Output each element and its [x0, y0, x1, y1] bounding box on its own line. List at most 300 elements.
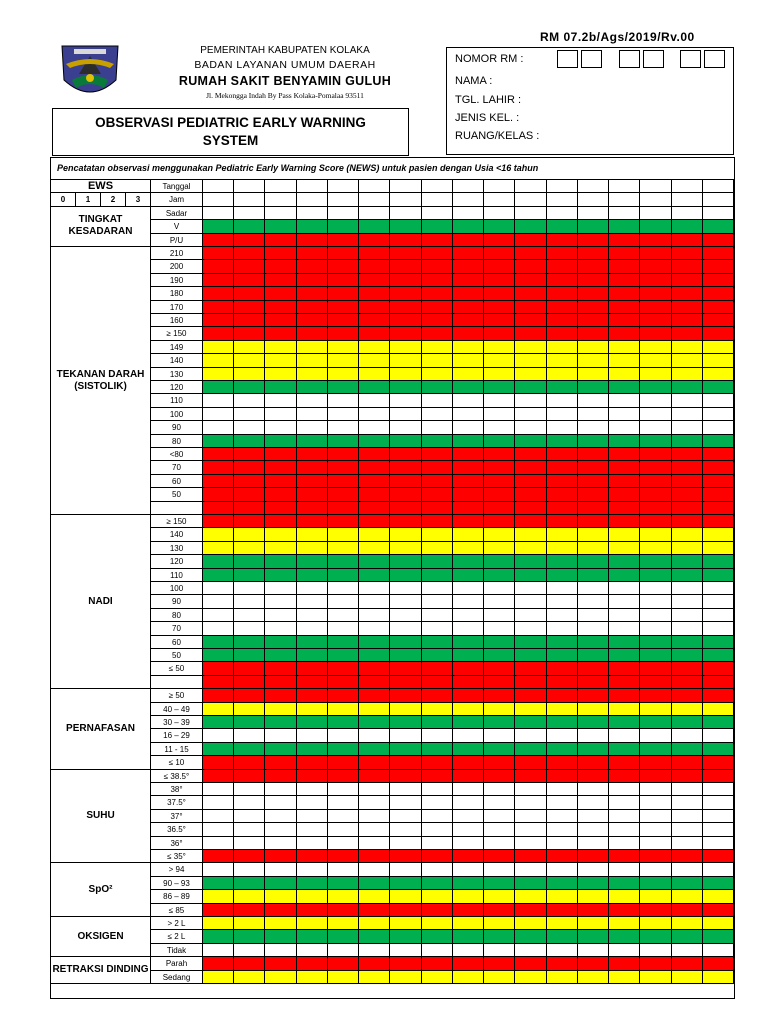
score-cell[interactable]	[203, 301, 234, 314]
score-cell[interactable]	[515, 689, 546, 702]
score-cell[interactable]	[422, 488, 453, 501]
score-cell[interactable]	[234, 327, 265, 340]
score-cell[interactable]	[515, 542, 546, 555]
score-cell[interactable]	[390, 810, 421, 823]
score-cell[interactable]	[234, 515, 265, 528]
score-cell[interactable]	[703, 609, 734, 622]
score-cell[interactable]	[703, 274, 734, 287]
score-cell[interactable]	[390, 314, 421, 327]
score-cell[interactable]	[234, 301, 265, 314]
score-cell[interactable]	[578, 595, 609, 608]
score-cell[interactable]	[640, 274, 671, 287]
score-cell[interactable]	[609, 569, 640, 582]
score-cell[interactable]	[265, 904, 296, 917]
score-cell[interactable]	[453, 555, 484, 568]
score-cell[interactable]	[640, 314, 671, 327]
score-cell[interactable]	[640, 475, 671, 488]
score-cell[interactable]	[640, 676, 671, 689]
score-cell[interactable]	[484, 863, 515, 876]
header-entry-cell[interactable]	[609, 193, 640, 206]
score-cell[interactable]	[703, 528, 734, 541]
header-entry-cell[interactable]	[234, 193, 265, 206]
score-cell[interactable]	[703, 408, 734, 421]
score-cell[interactable]	[297, 408, 328, 421]
score-cell[interactable]	[515, 555, 546, 568]
score-cell[interactable]	[515, 917, 546, 930]
score-cell[interactable]	[422, 917, 453, 930]
score-cell[interactable]	[328, 783, 359, 796]
score-cell[interactable]	[640, 461, 671, 474]
score-cell[interactable]	[703, 448, 734, 461]
score-cell[interactable]	[265, 689, 296, 702]
score-cell[interactable]	[672, 957, 703, 970]
score-cell[interactable]	[578, 971, 609, 984]
score-cell[interactable]	[297, 582, 328, 595]
score-cell[interactable]	[672, 435, 703, 448]
header-entry-cell[interactable]	[297, 180, 328, 193]
score-cell[interactable]	[203, 877, 234, 890]
score-cell[interactable]	[515, 394, 546, 407]
score-cell[interactable]	[297, 662, 328, 675]
score-cell[interactable]	[515, 971, 546, 984]
score-cell[interactable]	[609, 676, 640, 689]
score-cell[interactable]	[703, 756, 734, 769]
score-cell[interactable]	[703, 287, 734, 300]
score-cell[interactable]	[703, 314, 734, 327]
score-cell[interactable]	[515, 582, 546, 595]
score-cell[interactable]	[422, 622, 453, 635]
score-cell[interactable]	[703, 595, 734, 608]
score-cell[interactable]	[297, 676, 328, 689]
score-cell[interactable]	[234, 823, 265, 836]
score-cell[interactable]	[422, 368, 453, 381]
header-entry-cell[interactable]	[703, 193, 734, 206]
score-cell[interactable]	[453, 796, 484, 809]
score-cell[interactable]	[578, 354, 609, 367]
score-cell[interactable]	[672, 904, 703, 917]
score-cell[interactable]	[422, 796, 453, 809]
score-cell[interactable]	[390, 542, 421, 555]
score-cell[interactable]	[265, 622, 296, 635]
score-cell[interactable]	[234, 582, 265, 595]
score-cell[interactable]	[422, 435, 453, 448]
score-cell[interactable]	[422, 649, 453, 662]
score-cell[interactable]	[390, 569, 421, 582]
score-cell[interactable]	[359, 475, 390, 488]
score-cell[interactable]	[703, 649, 734, 662]
score-cell[interactable]	[390, 274, 421, 287]
score-cell[interactable]	[359, 582, 390, 595]
score-cell[interactable]	[703, 435, 734, 448]
score-cell[interactable]	[297, 743, 328, 756]
score-cell[interactable]	[359, 260, 390, 273]
score-cell[interactable]	[297, 247, 328, 260]
score-cell[interactable]	[672, 408, 703, 421]
score-cell[interactable]	[390, 622, 421, 635]
score-cell[interactable]	[484, 837, 515, 850]
header-entry-cell[interactable]	[203, 193, 234, 206]
score-cell[interactable]	[640, 890, 671, 903]
score-cell[interactable]	[359, 823, 390, 836]
score-cell[interactable]	[703, 783, 734, 796]
score-cell[interactable]	[359, 609, 390, 622]
score-cell[interactable]	[640, 756, 671, 769]
score-cell[interactable]	[453, 528, 484, 541]
score-cell[interactable]	[578, 609, 609, 622]
score-cell[interactable]	[265, 810, 296, 823]
score-cell[interactable]	[390, 743, 421, 756]
score-cell[interactable]	[672, 783, 703, 796]
score-cell[interactable]	[640, 662, 671, 675]
header-entry-cell[interactable]	[390, 193, 421, 206]
score-cell[interactable]	[234, 555, 265, 568]
score-cell[interactable]	[297, 354, 328, 367]
score-cell[interactable]	[609, 327, 640, 340]
score-cell[interactable]	[297, 515, 328, 528]
score-cell[interactable]	[484, 327, 515, 340]
score-cell[interactable]	[203, 555, 234, 568]
score-cell[interactable]	[703, 569, 734, 582]
score-cell[interactable]	[515, 274, 546, 287]
score-cell[interactable]	[547, 930, 578, 943]
score-cell[interactable]	[265, 837, 296, 850]
score-cell[interactable]	[390, 770, 421, 783]
score-cell[interactable]	[703, 247, 734, 260]
score-cell[interactable]	[609, 207, 640, 220]
score-cell[interactable]	[578, 890, 609, 903]
score-cell[interactable]	[578, 649, 609, 662]
score-cell[interactable]	[547, 274, 578, 287]
header-entry-cell[interactable]	[547, 193, 578, 206]
score-cell[interactable]	[640, 528, 671, 541]
score-cell[interactable]	[640, 421, 671, 434]
score-cell[interactable]	[234, 368, 265, 381]
score-cell[interactable]	[703, 368, 734, 381]
score-cell[interactable]	[578, 837, 609, 850]
score-cell[interactable]	[578, 287, 609, 300]
score-cell[interactable]	[359, 783, 390, 796]
score-cell[interactable]	[390, 917, 421, 930]
score-cell[interactable]	[390, 756, 421, 769]
score-cell[interactable]	[359, 729, 390, 742]
score-cell[interactable]	[640, 394, 671, 407]
score-cell[interactable]	[234, 220, 265, 233]
score-cell[interactable]	[265, 716, 296, 729]
score-cell[interactable]	[547, 783, 578, 796]
rm-digit-box[interactable]	[704, 50, 725, 68]
rm-digit-box[interactable]	[680, 50, 701, 68]
score-cell[interactable]	[422, 703, 453, 716]
score-cell[interactable]	[328, 971, 359, 984]
score-cell[interactable]	[390, 609, 421, 622]
score-cell[interactable]	[203, 274, 234, 287]
score-cell[interactable]	[390, 689, 421, 702]
score-cell[interactable]	[203, 488, 234, 501]
score-cell[interactable]	[484, 421, 515, 434]
score-cell[interactable]	[390, 863, 421, 876]
score-cell[interactable]	[390, 488, 421, 501]
score-cell[interactable]	[297, 703, 328, 716]
score-cell[interactable]	[640, 703, 671, 716]
score-cell[interactable]	[234, 930, 265, 943]
score-cell[interactable]	[609, 341, 640, 354]
header-entry-cell[interactable]	[484, 193, 515, 206]
score-cell[interactable]	[453, 877, 484, 890]
score-cell[interactable]	[453, 234, 484, 247]
score-cell[interactable]	[547, 207, 578, 220]
score-cell[interactable]	[328, 555, 359, 568]
score-cell[interactable]	[578, 729, 609, 742]
score-cell[interactable]	[234, 260, 265, 273]
score-cell[interactable]	[703, 341, 734, 354]
score-cell[interactable]	[672, 207, 703, 220]
score-cell[interactable]	[484, 488, 515, 501]
score-cell[interactable]	[422, 502, 453, 515]
header-entry-cell[interactable]	[453, 180, 484, 193]
header-entry-cell[interactable]	[422, 193, 453, 206]
rm-digit-box[interactable]	[643, 50, 664, 68]
score-cell[interactable]	[547, 729, 578, 742]
score-cell[interactable]	[234, 783, 265, 796]
score-cell[interactable]	[390, 421, 421, 434]
score-cell[interactable]	[484, 207, 515, 220]
score-cell[interactable]	[359, 341, 390, 354]
score-cell[interactable]	[203, 917, 234, 930]
score-cell[interactable]	[328, 595, 359, 608]
score-cell[interactable]	[203, 676, 234, 689]
score-cell[interactable]	[609, 381, 640, 394]
score-cell[interactable]	[578, 488, 609, 501]
score-cell[interactable]	[328, 904, 359, 917]
score-cell[interactable]	[703, 488, 734, 501]
score-cell[interactable]	[640, 636, 671, 649]
score-cell[interactable]	[640, 796, 671, 809]
score-cell[interactable]	[328, 327, 359, 340]
score-cell[interactable]	[265, 796, 296, 809]
score-cell[interactable]	[547, 917, 578, 930]
score-cell[interactable]	[703, 770, 734, 783]
score-cell[interactable]	[547, 408, 578, 421]
score-cell[interactable]	[297, 555, 328, 568]
score-cell[interactable]	[297, 971, 328, 984]
score-cell[interactable]	[234, 743, 265, 756]
score-cell[interactable]	[578, 823, 609, 836]
score-cell[interactable]	[703, 207, 734, 220]
score-cell[interactable]	[359, 515, 390, 528]
score-cell[interactable]	[703, 421, 734, 434]
score-cell[interactable]	[609, 930, 640, 943]
score-cell[interactable]	[297, 207, 328, 220]
score-cell[interactable]	[328, 569, 359, 582]
score-cell[interactable]	[640, 301, 671, 314]
score-cell[interactable]	[672, 622, 703, 635]
score-cell[interactable]	[578, 917, 609, 930]
score-cell[interactable]	[422, 930, 453, 943]
score-cell[interactable]	[672, 515, 703, 528]
score-cell[interactable]	[547, 863, 578, 876]
score-cell[interactable]	[515, 863, 546, 876]
score-cell[interactable]	[265, 595, 296, 608]
score-cell[interactable]	[515, 354, 546, 367]
score-cell[interactable]	[297, 649, 328, 662]
score-cell[interactable]	[328, 877, 359, 890]
score-cell[interactable]	[328, 823, 359, 836]
score-cell[interactable]	[265, 944, 296, 957]
score-cell[interactable]	[328, 247, 359, 260]
header-entry-cell[interactable]	[297, 193, 328, 206]
score-cell[interactable]	[453, 904, 484, 917]
score-cell[interactable]	[203, 823, 234, 836]
score-cell[interactable]	[265, 783, 296, 796]
score-cell[interactable]	[203, 863, 234, 876]
score-cell[interactable]	[640, 435, 671, 448]
score-cell[interactable]	[328, 850, 359, 863]
score-cell[interactable]	[453, 944, 484, 957]
score-cell[interactable]	[422, 770, 453, 783]
score-cell[interactable]	[703, 636, 734, 649]
score-cell[interactable]	[484, 689, 515, 702]
score-cell[interactable]	[515, 622, 546, 635]
score-cell[interactable]	[297, 435, 328, 448]
score-cell[interactable]	[297, 622, 328, 635]
score-cell[interactable]	[234, 636, 265, 649]
score-cell[interactable]	[672, 528, 703, 541]
score-cell[interactable]	[297, 783, 328, 796]
score-cell[interactable]	[578, 274, 609, 287]
score-cell[interactable]	[547, 595, 578, 608]
score-cell[interactable]	[453, 542, 484, 555]
score-cell[interactable]	[515, 676, 546, 689]
score-cell[interactable]	[703, 716, 734, 729]
score-cell[interactable]	[422, 234, 453, 247]
score-cell[interactable]	[672, 662, 703, 675]
score-cell[interactable]	[515, 207, 546, 220]
score-cell[interactable]	[390, 408, 421, 421]
score-cell[interactable]	[672, 703, 703, 716]
score-cell[interactable]	[703, 381, 734, 394]
score-cell[interactable]	[484, 662, 515, 675]
score-cell[interactable]	[328, 475, 359, 488]
score-cell[interactable]	[703, 220, 734, 233]
score-cell[interactable]	[547, 448, 578, 461]
header-entry-cell[interactable]	[390, 180, 421, 193]
score-cell[interactable]	[578, 368, 609, 381]
score-cell[interactable]	[609, 368, 640, 381]
score-cell[interactable]	[609, 448, 640, 461]
score-cell[interactable]	[703, 260, 734, 273]
score-cell[interactable]	[359, 287, 390, 300]
score-cell[interactable]	[422, 461, 453, 474]
score-cell[interactable]	[203, 569, 234, 582]
score-cell[interactable]	[484, 890, 515, 903]
score-cell[interactable]	[453, 716, 484, 729]
score-cell[interactable]	[297, 542, 328, 555]
header-entry-cell[interactable]	[515, 193, 546, 206]
score-cell[interactable]	[703, 971, 734, 984]
score-cell[interactable]	[672, 582, 703, 595]
score-cell[interactable]	[609, 743, 640, 756]
score-cell[interactable]	[672, 917, 703, 930]
score-cell[interactable]	[484, 528, 515, 541]
score-cell[interactable]	[234, 622, 265, 635]
score-cell[interactable]	[265, 301, 296, 314]
score-cell[interactable]	[359, 528, 390, 541]
score-cell[interactable]	[672, 234, 703, 247]
header-entry-cell[interactable]	[609, 180, 640, 193]
score-cell[interactable]	[359, 904, 390, 917]
score-cell[interactable]	[422, 220, 453, 233]
score-cell[interactable]	[640, 810, 671, 823]
score-cell[interactable]	[297, 274, 328, 287]
header-entry-cell[interactable]	[359, 180, 390, 193]
score-cell[interactable]	[515, 421, 546, 434]
score-cell[interactable]	[609, 475, 640, 488]
score-cell[interactable]	[609, 917, 640, 930]
score-cell[interactable]	[297, 461, 328, 474]
score-cell[interactable]	[297, 729, 328, 742]
score-cell[interactable]	[672, 743, 703, 756]
score-cell[interactable]	[328, 341, 359, 354]
score-cell[interactable]	[234, 837, 265, 850]
score-cell[interactable]	[547, 676, 578, 689]
score-cell[interactable]	[578, 770, 609, 783]
score-cell[interactable]	[328, 796, 359, 809]
score-cell[interactable]	[297, 850, 328, 863]
score-cell[interactable]	[359, 917, 390, 930]
score-cell[interactable]	[422, 957, 453, 970]
score-cell[interactable]	[422, 260, 453, 273]
score-cell[interactable]	[484, 260, 515, 273]
score-cell[interactable]	[265, 743, 296, 756]
score-cell[interactable]	[515, 327, 546, 340]
score-cell[interactable]	[640, 783, 671, 796]
score-cell[interactable]	[640, 863, 671, 876]
score-cell[interactable]	[640, 837, 671, 850]
score-cell[interactable]	[453, 435, 484, 448]
score-cell[interactable]	[453, 595, 484, 608]
score-cell[interactable]	[515, 595, 546, 608]
score-cell[interactable]	[703, 837, 734, 850]
score-cell[interactable]	[578, 622, 609, 635]
score-cell[interactable]	[265, 408, 296, 421]
score-cell[interactable]	[422, 448, 453, 461]
score-cell[interactable]	[359, 676, 390, 689]
score-cell[interactable]	[265, 917, 296, 930]
score-cell[interactable]	[265, 207, 296, 220]
score-cell[interactable]	[265, 247, 296, 260]
score-cell[interactable]	[672, 502, 703, 515]
score-cell[interactable]	[578, 381, 609, 394]
score-cell[interactable]	[703, 917, 734, 930]
score-cell[interactable]	[640, 649, 671, 662]
score-cell[interactable]	[640, 207, 671, 220]
score-cell[interactable]	[328, 287, 359, 300]
score-cell[interactable]	[703, 502, 734, 515]
score-cell[interactable]	[672, 595, 703, 608]
score-cell[interactable]	[609, 260, 640, 273]
score-cell[interactable]	[203, 327, 234, 340]
score-cell[interactable]	[234, 461, 265, 474]
score-cell[interactable]	[547, 582, 578, 595]
header-entry-cell[interactable]	[359, 193, 390, 206]
score-cell[interactable]	[484, 729, 515, 742]
score-cell[interactable]	[453, 247, 484, 260]
score-cell[interactable]	[203, 528, 234, 541]
score-cell[interactable]	[328, 234, 359, 247]
score-cell[interactable]	[484, 649, 515, 662]
score-cell[interactable]	[390, 823, 421, 836]
score-cell[interactable]	[265, 341, 296, 354]
